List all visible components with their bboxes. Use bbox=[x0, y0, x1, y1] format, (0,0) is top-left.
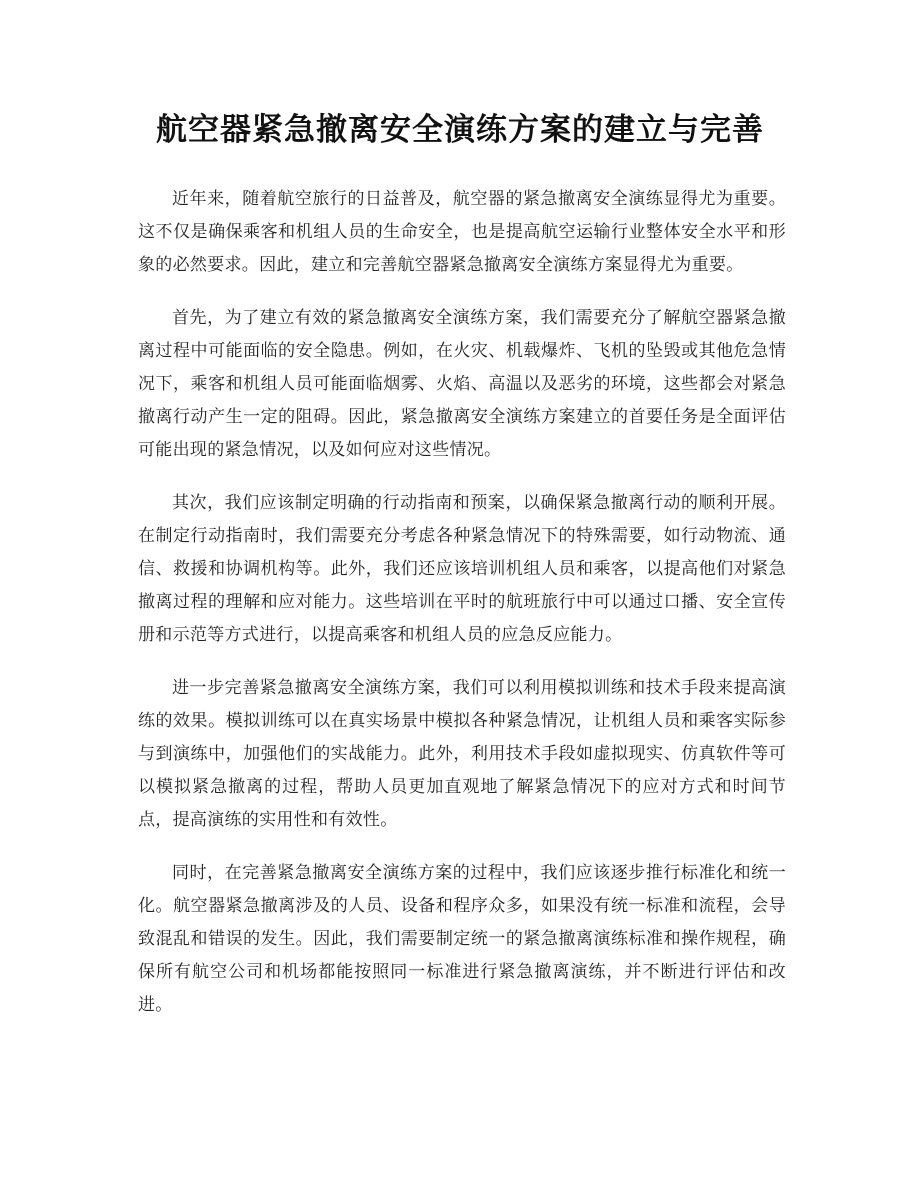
paragraph: 同时，在完善紧急撤离安全演练方案的过程中，我们应该逐步推行标准化和统一化。航空器紧急撤离涉及的人员、设备和程序众多，如果没有统一标准和流程，会导致混乱和错误的发生。因此，我们需要制定统一的紧急撤离演练标准和操作规程，确保所有航空公司和机场都能按照同一标准进行紧急撤离演练，并不断进行评估和改进。 bbox=[138, 863, 786, 1015]
paragraph: 进一步完善紧急撤离安全演练方案，我们可以利用模拟训练和技术手段来提高演练的效果。模拟训练可以在真实场景中模拟各种紧急情况，让机组人员和乘客实际参与到演练中，加强他们的实战能力。此外，利用技术手段如虚拟现实、仿真软件等可以模拟紧急撤离的过程，帮助人员更加直观地了解紧急情况下的应对方式和时间节点，提高演练的实用性和有效性。 bbox=[138, 678, 786, 830]
document-title: 航空器紧急撤离安全演练方案的建立与完善 bbox=[156, 112, 764, 148]
paragraph: 近年来，随着航空旅行的日益普及，航空器的紧急撤离安全演练显得尤为重要。这不仅是确保乘客和机组人员的生命安全，也是提高航空运输行业整体安全水平和形象的必然要求。因此，建立和完善航空器紧急撤离安全演练方案显得尤为重要。 bbox=[138, 189, 786, 275]
document-body bbox=[138, 183, 786, 1042]
paragraph: 首先，为了建立有效的紧急撤离安全演练方案，我们需要充分了解航空器紧急撤离过程中可能面临的安全隐患。例如，在火灾、机载爆炸、飞机的坠毁或其他危急情况下，乘客和机组人员可能面临烟雾、火焰、高温以及恶劣的环境，这些都会对紧急撤离行动产生一定的阻碍。因此，紧急撤离安全演练方案建立的首要任务是全面评估可能出现的紧急情况，以及如何应对这些情况。 bbox=[138, 308, 786, 460]
paragraph: 其次，我们应该制定明确的行动指南和预案，以确保紧急撤离行动的顺利开展。在制定行动指南时，我们需要充分考虑各种紧急情况下的特殊需要，如行动物流、通信、救援和协调机构等。此外，我们还应该培训机组人员和乘客，以提高他们对紧急撤离过程的理解和应对能力。这些培训在平时的航班旅行中可以通过口播、安全宣传册和示范等方式进行，以提高乘客和机组人员的应急反应能力。 bbox=[138, 493, 786, 645]
